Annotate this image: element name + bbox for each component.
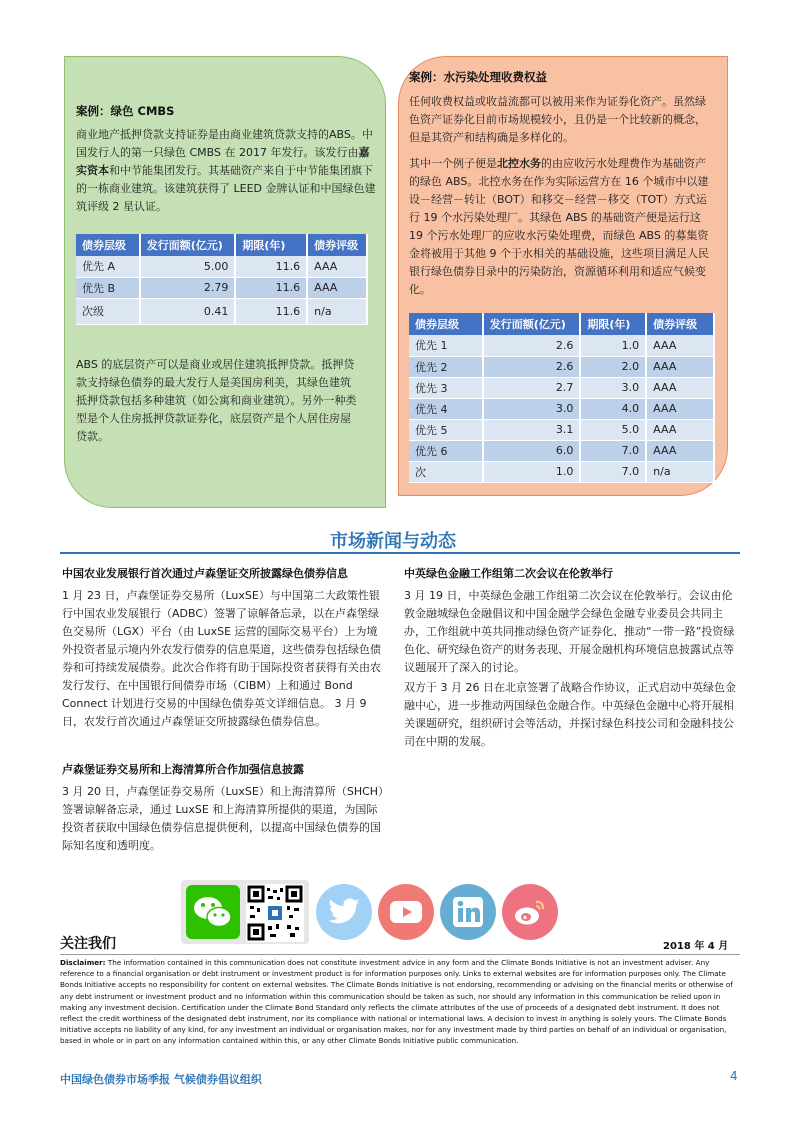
green-cmbs-title: 案例：绿色 CMBS [76,104,175,118]
table-cell: 优先 5 [409,419,483,440]
green-cmbs-para1: 商业地产抵押贷款支持证券是由商业建筑贷款支持的ABS。中国发行人的第一只绿色 CMBS 在 2017 年发行。该发行由嘉实资本和中节能集团发行。其基础资产来自于中节能集团旗下的一栋商业建筑。该建筑获得了 LEED 金牌认证和中国绿色建筑评级 2 星认证。 [76,128,376,213]
news-heading-adbc: 中国农业发展银行首次通过卢森堡证交所披露绿色债券信息 [62,567,348,580]
table-cell: AAA [307,277,367,298]
table-cell: 优先 B [76,277,140,298]
table-cell: AAA [646,335,714,356]
table-row [76,256,367,277]
weibo-icon[interactable] [502,884,558,940]
table-cell: 3.0 [483,398,581,419]
table-cell: AAA [646,419,714,440]
table-cell: n/a [646,461,714,482]
table-cell: 1.0 [483,461,581,482]
wechat-icon[interactable] [186,885,240,939]
table-cell: 7.0 [580,461,646,482]
water-case-table [409,313,715,483]
disclaimer-divider [60,954,740,955]
twitter-icon[interactable] [316,884,372,940]
issue-date: 2018 年 4 月 [663,941,729,952]
green-cmbs-table [76,234,368,325]
table-header: 债券评级 [307,234,367,256]
table-row [76,298,367,324]
table-cell: 4.0 [580,398,646,419]
table-header: 发行面额(亿元) [140,234,236,256]
water-case-para2: 其中一个例子便是北控水务的由应收污水处理费作为基础资产的绿色 ABS。北控水务在作为实际运营方在 16 个城市中以建设－经营－转让（BOT）和移交－经营－移交（TOT）方式运行 19 个水污染处理厂。其绿色 ABS 的基础资产便是运行这 19 个污水处理厂的应收水污染处理费，而绿色 ABS 的募集资金将被用于其他 9 个于水相关的基础设施，这些项目满足人民银行绿色债券目录中的污染防治，资源循环利用和适应气候变化。 [409,157,709,296]
table-cell: AAA [646,398,714,419]
section-title: 市场新闻与动态 [330,531,456,552]
table-row [409,356,714,377]
table-header: 期限(年) [235,234,307,256]
table-cell: 3.1 [483,419,581,440]
disclaimer-label: Disclaimer: [60,958,106,967]
news-body-adbc: 1 月 23 日，卢森堡证券交易所（LuxSE）与中国第二大政策性银行中国农业发展银行（ADBC）签署了谅解备忘录，以在卢森堡绿色交易所（LGX）平台（由 LuxSE 运营的国际交易平台）上为境外投资者显示境内外农发行债券的信息渠道，这些债券包括绿色债券和可持续发展债券。此次合作将有助于国际投资者获得有关由农发行发行、在中国银行间债券市场（CIBM）上和通过 Bond Connect 计划进行交易的中国绿色债券英文详细信息。 3 月 9 日，农发行首次通过卢森堡证交所披露绿色债券信息。 [62,589,381,728]
table-header: 债券层级 [76,234,140,256]
table-row [409,461,714,482]
news-body-uk-china-1: 3 月 19 日，中英绿色金融工作组第二次会议在伦敦举行。会议由伦敦金融城绿色金融倡议和中国金融学会绿色金融专业委员会共同主办，工作组就中英共同推动绿色资产证券化、推动“一带一路”投资绿色化、研究绿色资产的财务表现、开展金融机构环境信息披露试点等议题展开了深入的讨论。 [404,589,735,674]
table-header: 期限(年) [580,313,646,335]
table-cell: AAA [646,440,714,461]
table-header: 债券评级 [646,313,714,335]
table-cell: 2.6 [483,356,581,377]
table-header: 债券层级 [409,313,483,335]
table-cell: 0.41 [140,298,236,324]
news-body-uk-china-2: 双方于 3 月 26 日在北京签署了战略合作协议，正式启动中英绿色金融中心，进一步推动两国绿色金融合作。中英绿色金融中心将开展相关课题研究，组织研讨会等活动，并探讨绿色科技公司和金融科技公司在中期的发展。 [404,681,736,748]
table-row [409,398,714,419]
table-cell: 优先 A [76,256,140,277]
table-cell: 优先 1 [409,335,483,356]
youtube-icon[interactable] [378,884,434,940]
table-cell: 2.6 [483,335,581,356]
table-cell: 3.0 [580,377,646,398]
table-row [409,419,714,440]
table-cell: 次 [409,461,483,482]
table-cell: AAA [646,356,714,377]
table-cell: 2.0 [580,356,646,377]
table-cell: 5.00 [140,256,236,277]
table-cell: 6.0 [483,440,581,461]
table-cell: AAA [646,377,714,398]
table-row [76,277,367,298]
table-cell: AAA [307,256,367,277]
table-cell: n/a [307,298,367,324]
table-cell: 5.0 [580,419,646,440]
table-cell: 优先 2 [409,356,483,377]
news-body-luxse-shch: 3 月 20 日，卢森堡证券交易所（LuxSE）和上海清算所（SHCH）签署谅解备忘录，通过 LuxSE 和上海清算所提供的渠道，为国际投资者获取中国绿色债券信息提供便利，以提高中国绿色债券的国际知名度和透明度。 [62,785,384,852]
disclaimer-text: Disclaimer: The information contained in this communication does not constitute investment advice in any form and the Climate Bonds Initiative is not an investment adviser. Any reference to a financial organisation or debt instrument or investment product is for information purposes only. Links to external websites are for information purposes only. The Climate Bonds Initiative accepts no responsibility for content on external websites. The Climate Bonds Initiative is not endorsing, recommending or advising on the financial merits or otherwise of any debt instrument or investment product and no information within this communication should be taken as such, nor should any information in this communication be relied upon in making any investment decision. Certification under the Climate Bond Standard only reflects the climate attributes of the use of proceeds of a designated debt instrument. It does not reflect the credit worthiness of the designated debt instrument, nor its compliance with national or international laws. A decision to invest in anything is solely yours. The Climate Bonds Initiative accepts no liability of any kind, for any investment an individual or organisation makes, nor for any investment made by third parties on behalf of an individual or organisation, based in whole or in part on any information contained within this, or any other Climate Bonds Initiative public communication. [60,958,733,1046]
news-heading-uk-china: 中英绿色金融工作组第二次会议在伦敦举行 [404,567,613,580]
page-number: 4 [730,1069,738,1083]
table-header: 发行面额(亿元) [483,313,581,335]
table-cell: 优先 4 [409,398,483,419]
linkedin-icon[interactable] [440,884,496,940]
table-cell: 2.79 [140,277,236,298]
news-heading-luxse-shch: 卢森堡证券交易所和上海清算所合作加强信息披露 [62,763,304,776]
follow-us-label: 关注我们 [60,936,116,952]
green-cmbs-para2: ABS 的底层资产可以是商业或居住建筑抵押贷款。抵押贷款支持绿色债券的最大发行人是美国房利美，其绿色建筑抵押贷款包括多种建筑（如公寓和商业建筑）。另外一种类型是个人住房抵押贷款证券化，底层资产是个人居住房屋贷款。 [76,358,357,443]
table-cell: 11.6 [235,277,307,298]
table-row [409,335,714,356]
table-cell: 1.0 [580,335,646,356]
footer-title: 中国绿色债券市场季报 气候债券倡议组织 [60,1073,262,1086]
water-case-title: 案例：水污染处理收费权益 [409,70,547,84]
table-cell: 7.0 [580,440,646,461]
section-divider [60,552,740,554]
table-cell: 次级 [76,298,140,324]
table-cell: 11.6 [235,256,307,277]
table-cell: 优先 3 [409,377,483,398]
table-cell: 优先 6 [409,440,483,461]
table-row [409,377,714,398]
table-cell: 11.6 [235,298,307,324]
qr-code [246,884,304,942]
water-case-para1: 任何收费权益或收益流都可以被用来作为证券化资产。虽然绿色资产证券化目前市场规模较小，且仍是一个比较新的概念，但是其资产和结构确是多样化的。 [409,95,706,144]
table-row [409,440,714,461]
table-cell: 2.7 [483,377,581,398]
